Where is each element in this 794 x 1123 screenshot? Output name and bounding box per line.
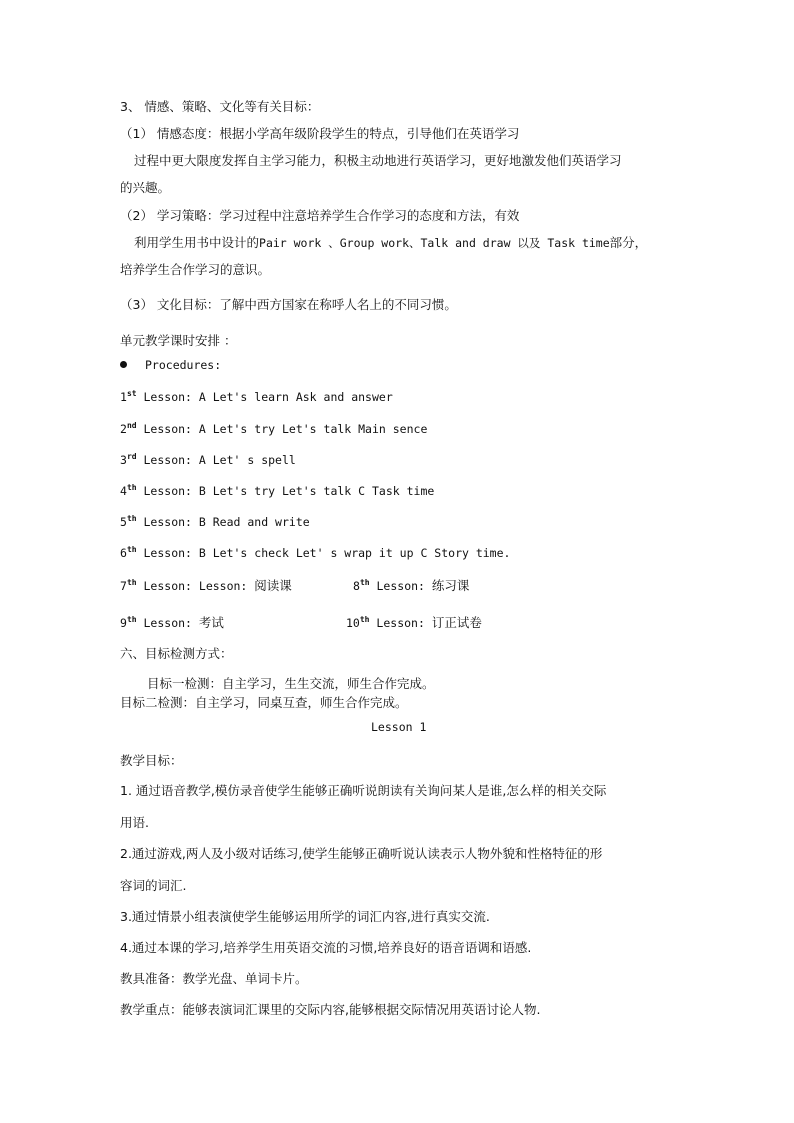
objective-2-line-1: 2.通过游戏,两人及小级对话练习,使学生能够正确听说认读表示人物外貌和性格特征的形 [120, 846, 603, 861]
lesson-row: 1st Lesson: A Let's learn Ask and answer [120, 389, 393, 404]
procedures-line [120, 358, 221, 372]
objective-1-line-2: 用语. [120, 815, 149, 830]
lesson1-title: Lesson 1 [371, 720, 427, 734]
lesson-row: 5th Lesson: B Read and write [120, 514, 310, 529]
culture-line: （3） 文化目标：了解中西方国家在称呼人名上的不同习惯。 [120, 297, 457, 312]
lesson-row: 4th Lesson: B Let's try Let's talk C Task time [120, 483, 435, 498]
lesson-row: 2nd Lesson: A Let's try Let's talk Main sence [120, 421, 428, 436]
attitude-line-3: 的兴趣。 [120, 180, 171, 195]
lesson-row-8: 8th Lesson: 练习课 [353, 578, 470, 593]
goal1-check: 目标一检测：自主学习，生生交流，师生合作完成。 [147, 676, 435, 691]
objective-4: 4.通过本课的学习,培养学生用英语交流的习惯,培养良好的语音语调和语感. [120, 940, 532, 955]
objective-3: 3.通过情景小组表演使学生能够运用所学的词汇内容,进行真实交流. [120, 909, 490, 924]
lesson-row-7: 7th Lesson: Lesson: 阅读课 [120, 578, 292, 593]
lesson-row-9: 9th Lesson: 考试 [120, 615, 224, 630]
strategy-line-1: （2） 学习策略：学习过程中注意培养学生合作学习的态度和方法，有效 [120, 208, 520, 223]
strategy-line-2 [134, 233, 647, 251]
key-points: 教学重点：能够表演词汇课里的交际内容,能够根据交际情况用英语讨论人物. [120, 1002, 541, 1017]
objective-1-line-1: 1. 通过语音教学,模仿录音使学生能够正确听说朗读有关询问某人是谁,怎么样的相关交际 [120, 783, 607, 798]
lesson-row-10: 10th Lesson: 订正试卷 [346, 615, 482, 630]
evaluation-heading: 六、目标检测方式： [120, 646, 233, 661]
goals-heading: 3、 情感、策略、文化等有关目标： [120, 99, 320, 114]
materials: 教具准备：教学光盘、单词卡片。 [120, 971, 308, 986]
goal2-check: 目标二检测：自主学习，同桌互查，师生合作完成。 [120, 695, 408, 710]
objective-2-line-2: 容词的词汇. [120, 878, 187, 893]
schedule-heading: 单元教学课时安排 ： [120, 333, 237, 348]
procedures-label: Procedures: [145, 358, 222, 372]
attitude-line-2: 过程中更大限度发挥自主学习能力，积极主动地进行英语学习，更好地激发他们英语学习 [134, 153, 622, 168]
objectives-heading: 教学目标： [120, 753, 183, 768]
lesson-row: 6th Lesson: B Let's check Let' s wrap it up C Story time. [120, 545, 511, 560]
lesson-row: 3rd Lesson: A Let' s spell [120, 452, 296, 467]
strategy-line-2-a: 利用学生用书中设计的 [134, 235, 260, 250]
strategy-line-2-b: Pair work 、Group work、Talk and draw 以及 Task time [259, 236, 610, 250]
strategy-line-3: 培养学生合作学习的意识。 [120, 262, 271, 277]
attitude-line-1: （1） 情感态度：根据小学高年级阶段学生的特点，引导他们在英语学习 [120, 126, 520, 141]
strategy-line-2-c: 部分， [609, 235, 648, 250]
bullet-icon [120, 361, 127, 368]
